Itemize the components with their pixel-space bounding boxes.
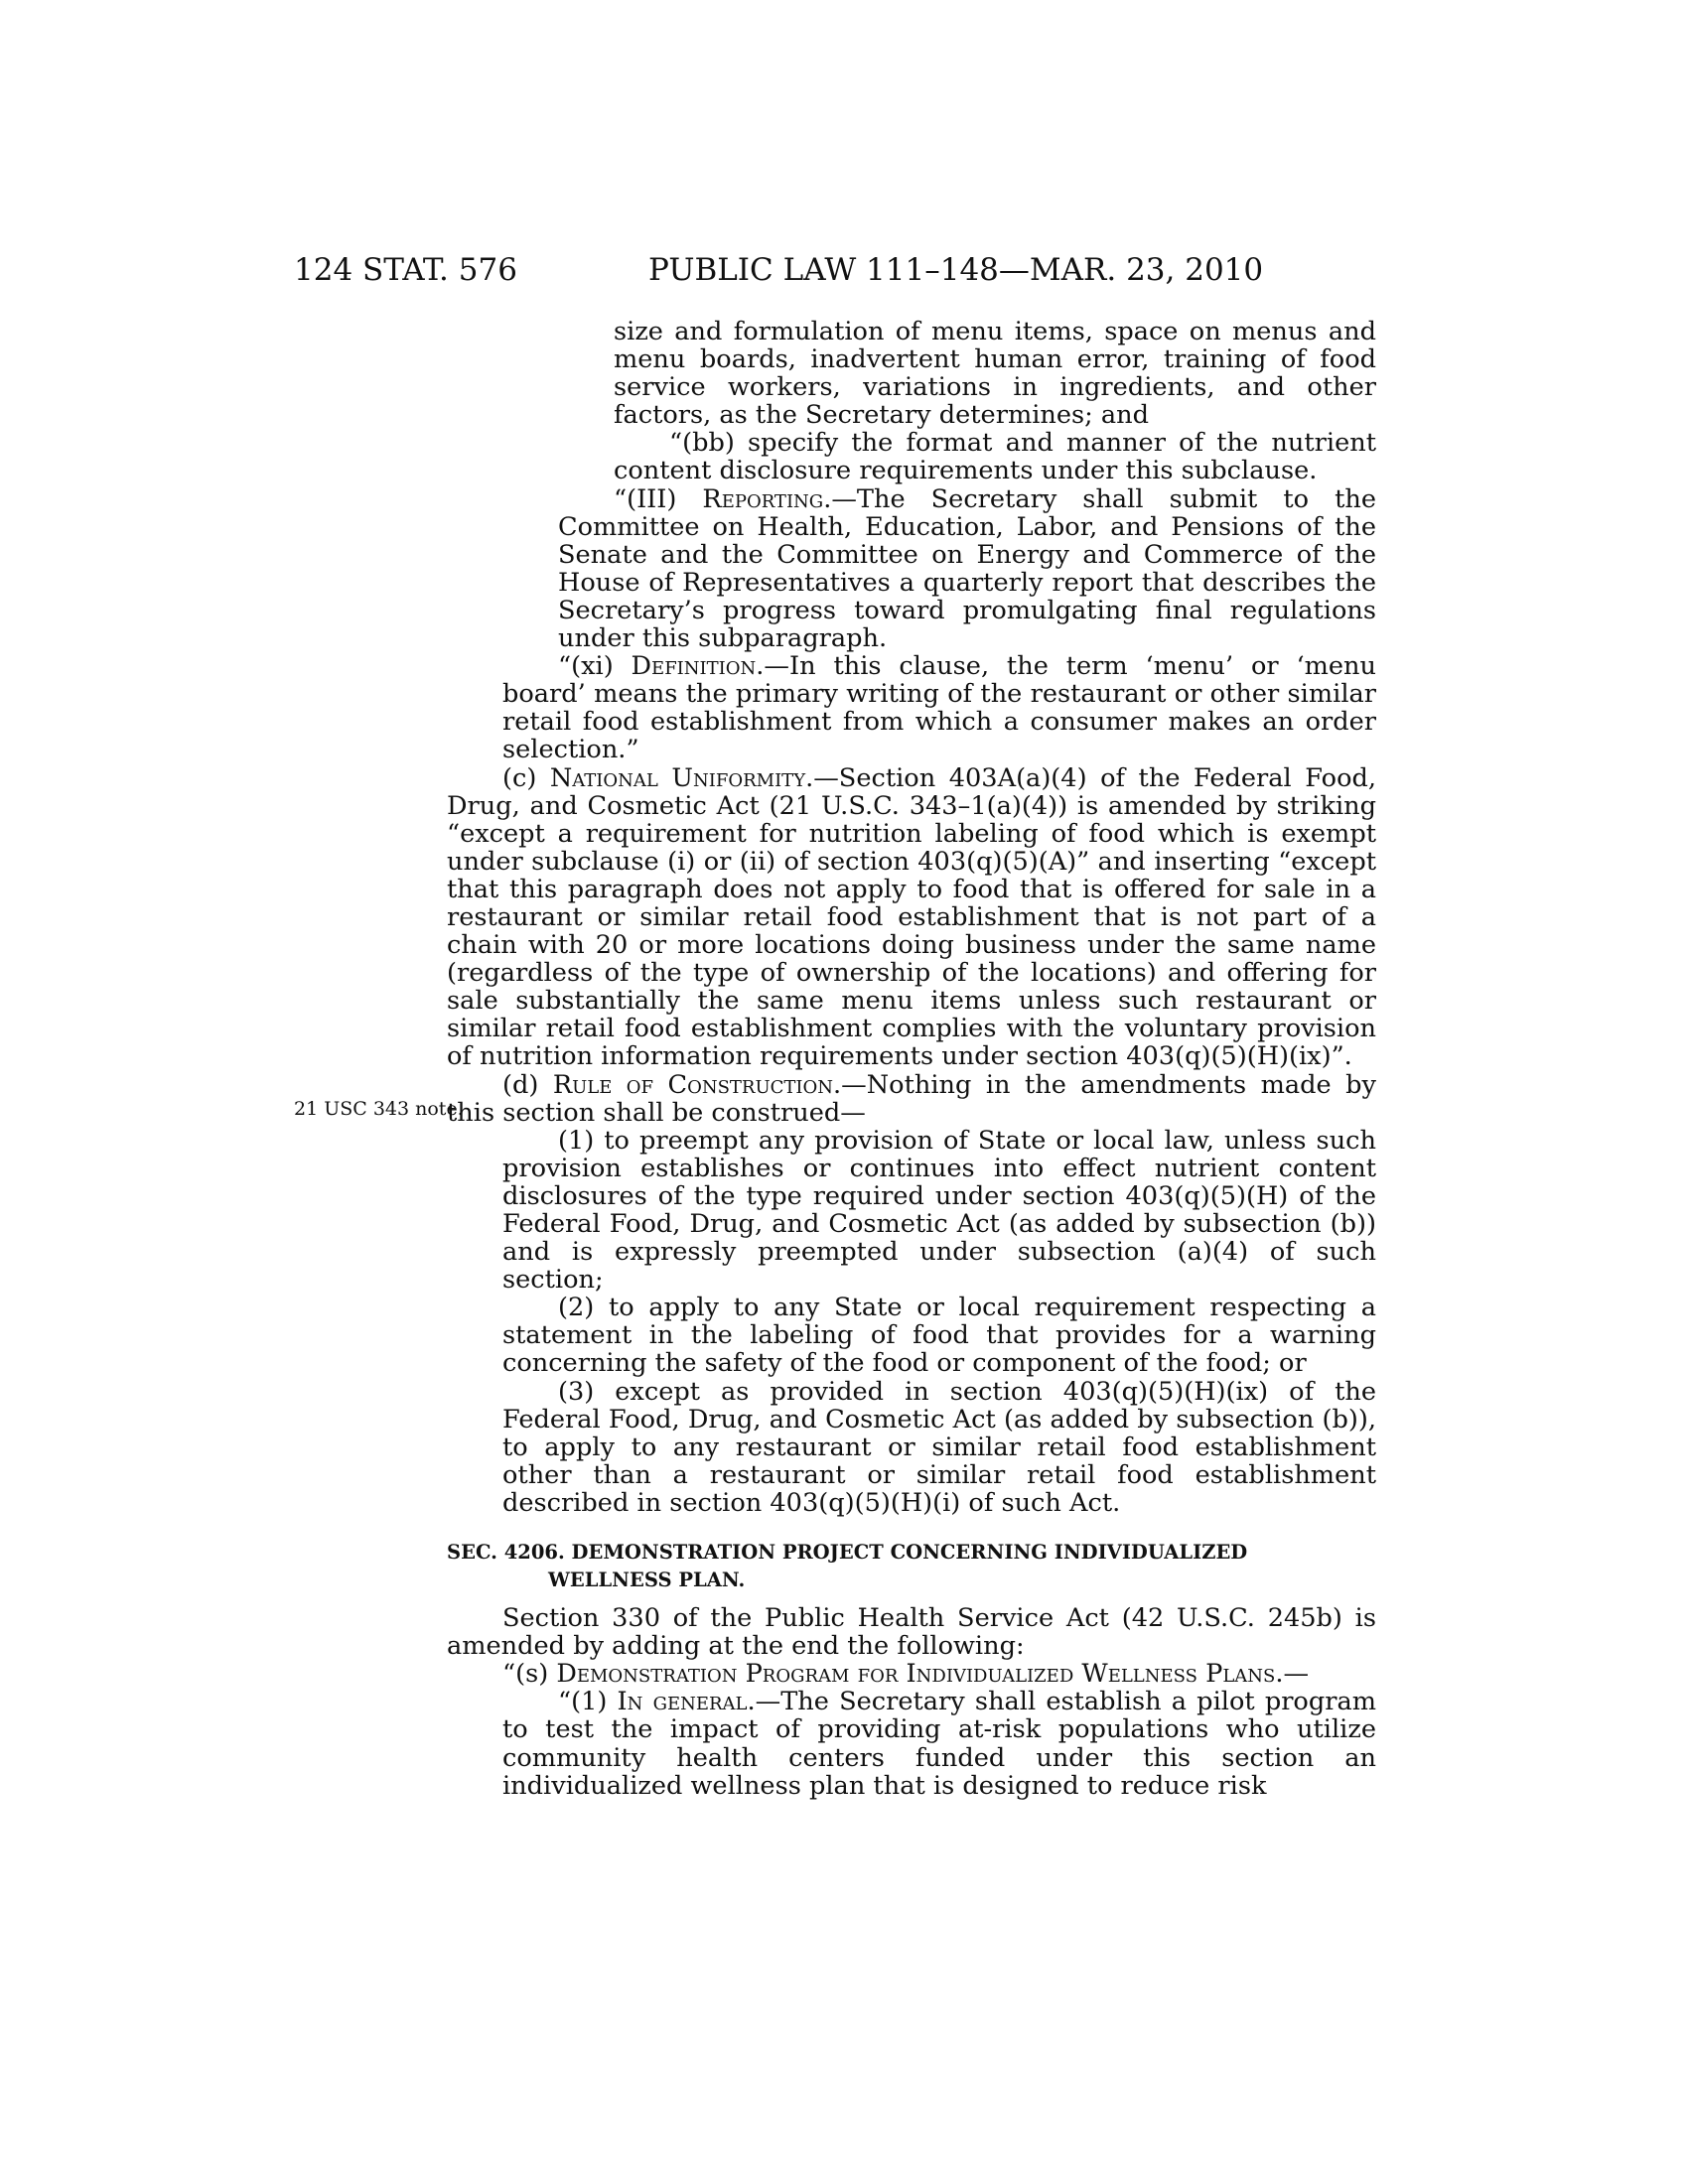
paragraph: size and formulation of menu items, space on menus and menu boards, inadvertent human error, training of food service workers, variations in ingredients, and other factors, as the Secretary determines; and — [614, 317, 1376, 431]
paragraph-text: .—Section 403A(a)(4) of the Federal Food, Drug, and Cosmetic Act (21 U.S.C. 343–1(a)(4)) is amended by striking “except a requirement for nutrition labeling of food which is exempt under subclause (i) or (ii) of section 403(q)(5)(A)” and inserting “except that this paragraph does not apply to food that is offered for sale in a restaurant or similar retail food establishment that is not part of a chain with 20 or more locations doing business under the same name (regardless of the type of ownership of the locations) and offering for sale substantially the same menu items unless such restaurant or similar retail food establishment complies with the voluntary provision of nutrition information requirements under section 403(q)(5)(H)(ix)”. — [447, 762, 1376, 1072]
paragraph — [447, 1660, 1376, 1688]
paragraph: “(bb) specify the format and manner of the nutrient content disclosure requirements under this subclause. — [614, 428, 1376, 486]
paragraph-lead: “(s) — [502, 1659, 557, 1690]
paragraph-heading: Definition — [631, 651, 757, 682]
paragraph-text: .—The Secretary shall submit to the Committee on Health, Education, Labor, and Pensions of the Senate and the Committee on Energy and Commerce of the House of Representatives a quarterly report that describes the Secretary’s progress toward promulgating final regulations under this subparagraph. — [558, 483, 1376, 654]
paragraph-lead: (c) — [502, 762, 550, 793]
paragraph: (3) except as provided in section 403(q)(5)(H)(ix) of the Federal Food, Drug, and Cosmetic Act (as added by subsection (b)), to apply to any restaurant or similar retail food establishment other than a restaurant or similar retail food establishment described in section 403(q)(5)(H)(i) of such Act. — [502, 1376, 1376, 1518]
paragraph — [447, 1071, 1376, 1127]
paragraph-heading: In general — [617, 1687, 748, 1717]
page-citation: 124 STAT. 576 — [294, 252, 517, 288]
paragraph: (2) to apply to any State or local requirement respecting a statement in the labeling of food that provides for a warning concerning the safety of the food or component of the food; or — [502, 1293, 1376, 1379]
paragraph-text: .—Nothing in the amendments made by this section shall be construed— — [447, 1069, 1376, 1128]
paragraph-lead: (d) — [502, 1069, 553, 1100]
paragraph-lead: “(III) — [614, 483, 703, 514]
paragraph-heading: National Uniformity — [549, 762, 806, 793]
margin-note: 21 USC 343 note. — [294, 1098, 464, 1120]
paragraph-heading: Rule of Construction — [552, 1069, 834, 1100]
paragraph: Section 330 of the Public Health Service Act (42 U.S.C. 245b) is amended by adding at the end the following: — [447, 1603, 1376, 1662]
paragraph-heading: Demonstration Program for Individualized Wellness Plans — [556, 1659, 1276, 1690]
paragraph-text: .— — [1275, 1659, 1310, 1690]
paragraph — [502, 1688, 1376, 1799]
paragraph-text: .—In this clause, the term ‘menu’ or ‘menu board’ means the primary writing of the restaurant or other similar retail food establishment from which a consumer makes an order selection.” — [502, 651, 1377, 765]
paragraph-text: .—The Secretary shall establish a pilot program to test the impact of providing at-risk populations who utilize community health centers funded under this section an individualized wellness plan that is designed to reduce risk — [502, 1687, 1376, 1801]
text-body — [447, 317, 1377, 1801]
paragraph — [502, 485, 1376, 653]
paragraph-lead: “(1) — [558, 1687, 618, 1717]
paragraph-heading: Reporting — [702, 483, 824, 514]
paragraph — [447, 764, 1376, 1071]
paragraph — [502, 652, 1376, 763]
paragraph-lead: “(xi) — [558, 651, 632, 682]
paragraph: (1) to preempt any provision of State or local law, unless such provision establishes or continues into effect nutrient content disclosures of the type required under section 403(q)(5)(H) of the Federal Food, Drug, and Cosmetic Act (as added by subsection (b)) and is expressly preempted under subsection (a)(4) of such section; — [502, 1125, 1376, 1296]
running-header: PUBLIC LAW 111–148—MAR. 23, 2010 — [648, 252, 1264, 288]
section-heading: SEC. 4206. DEMONSTRATION PROJECT CONCERNING INDIVIDUALIZED WELLNESS PLAN. — [447, 1541, 1248, 1592]
